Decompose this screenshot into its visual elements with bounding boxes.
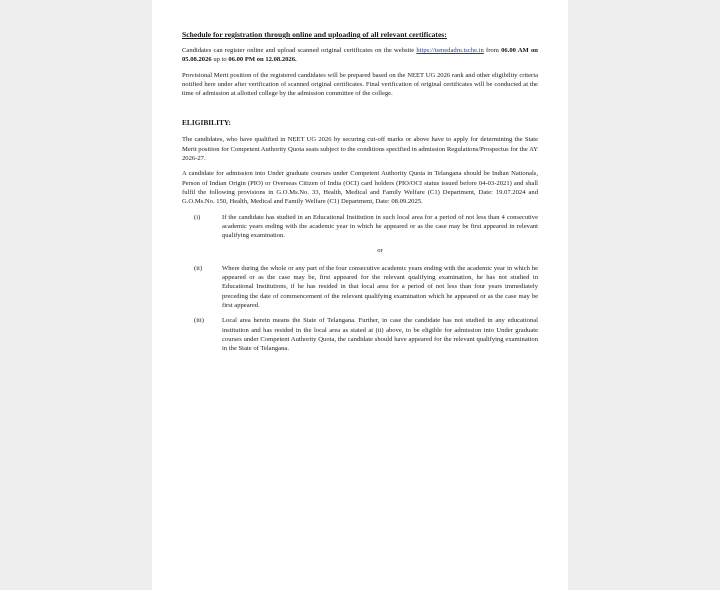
eligibility-paragraph-1: The candidates, who have qualified in NEET UG 2026 by securing cut-off marks or above have to apply for determining the State Merit position for Competent Authority Quota seats subject to the conditions specified in admission Regulations/Prospectus for the AY 2026-27. (182, 136, 538, 163)
provision-text: Where during the whole or any part of the four consecutive academic years ending with the academic year in which he appeared or as the case may be, first appeared for the relevant qualifying examination, he has not studied in Educational Institutions, if he has resided in that local area for a period of not less than four years immediately preceding the date of commencement of the relevant qualifying examination which he appeared or as the case may be first appeared. (222, 264, 538, 309)
upto-text: up to (211, 56, 229, 64)
schedule-heading: Schedule for registration through online and uploading of all relevant certificates: (182, 30, 447, 39)
provision-item-1 (182, 213, 538, 241)
document-page (152, 0, 568, 590)
or-separator: or (377, 247, 383, 255)
provision-number: (ii) (194, 264, 203, 272)
from-text: from (483, 47, 502, 54)
provision-item-3 (182, 316, 538, 353)
schedule-paragraph-1 (182, 46, 538, 65)
schedule-intro-text: Candidates can register online and upload scanned original certificates on the website (182, 47, 415, 54)
eligibility-heading: ELIGIBILITY: (182, 118, 232, 128)
schedule-paragraph-2: Provisional Merit position of the registered candidates will be prepared based on the NEET UG 2026 rank and other eligibility criteria notified here under after verification of scanned original certificates. Final verification of original certificates will be conducted at the time of admission at allotted college by the admission committee of the college. (182, 71, 538, 98)
eligibility-paragraph-2: A candidate for admission into Under graduate courses under Competent Authority Quota in Telangana should be Indian Nationals, Person of Indian Origin (PIO) or Overseas Citizen of India (OCI) card holders (PIO/OCI status issued before 04-03-2021) and shall fulfil the following provisions in G.O.Ms.No. 33, Health, Medical and Family Welfare (C1) Department, Date: 19.07.2024 and G.O.Ms.No. 150, Health, Medical and Family Welfare (C1) Department, Date: 08.09.2025. (182, 170, 538, 206)
registration-website-link[interactable]: https://tsmedadm.tsche.in (416, 47, 484, 54)
provision-text: Local area herein means the State of Telangana. Further, in case the candidate has not studied in any educational institution and has resided in the local area as stated at (ii) above, to be eligible for admission into Under graduate courses under Competent Authority Quota, the candidate should have appeared for the relevant qualifying examination in the State of Telangana. (222, 317, 538, 353)
provision-number: (i) (194, 213, 201, 221)
registration-end: 06.00 PM on 12.08.2026. (228, 56, 297, 64)
provision-number: (iii) (194, 317, 204, 325)
provision-item-2 (182, 264, 538, 310)
registration-start: 06.00 AM on 05.08.2026 (182, 47, 538, 64)
provision-text: If the candidate has studied in an Educational Institution in such local area for a period of not less than 4 consecutive academic years ending with the academic year in which he appeared or as the case may be first appeared in relevant qualifying examination. (222, 213, 538, 240)
